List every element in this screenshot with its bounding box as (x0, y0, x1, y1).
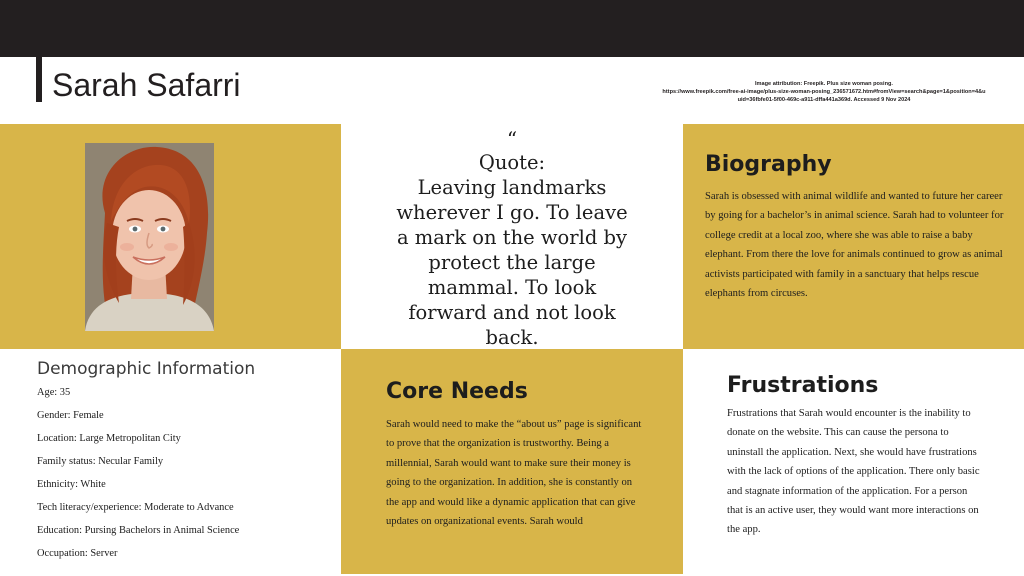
demographic-item: Gender: Female (37, 410, 104, 421)
persona-name: Sarah Safarri (52, 67, 241, 103)
demographics-heading: Demographic Information (37, 359, 256, 379)
frustrations-heading: Frustrations (727, 373, 879, 398)
quote-mark: “ (506, 127, 518, 151)
attribution-line: https://www.freepik.com/free-ai-image/plus-size-woman-posing_236571672.htm#fromView=search&page=1&position=4&u (662, 89, 986, 95)
portrait-illustration (85, 143, 214, 331)
demographic-item: Age: 35 (37, 387, 71, 398)
biography-panel (683, 124, 1024, 349)
demographic-item: Ethnicity: White (37, 479, 106, 490)
persona-photo (85, 143, 214, 331)
top-bar (0, 0, 1024, 57)
demographic-item: Tech literacy/experience: Moderate to Advance (37, 502, 234, 513)
quote (391, 124, 633, 350)
demographic-item: Occupation: Server (37, 548, 118, 559)
core-needs-panel (341, 349, 683, 574)
demographic-item: Location: Large Metropolitan City (37, 433, 181, 444)
frustrations-panel (683, 349, 1024, 576)
demographic-item: Family status: Necular Family (37, 456, 164, 467)
demographics-panel (0, 349, 341, 576)
biography-heading: Biography (705, 152, 832, 177)
attribution-line: uid=36fbfe01-5f00-469c-a911-dffa441a369d. Accessed 9 Nov 2024 (737, 97, 911, 103)
attribution-line: Image attribution: Freepik. Plus size woman posing. (754, 81, 893, 87)
core-needs-text: Sarah would need to make the “about us” page is significant to prove that the organization is trustworthy. Being a millennial, Sarah would want to make sure their money is going to the organization. In addition, she is constantly on the app and would like a dynamic application that can give updates on organizational events. Sarah would (386, 419, 642, 528)
core-needs-heading: Core Needs (386, 379, 528, 404)
image-attribution (628, 80, 1020, 104)
demographics-list (37, 387, 239, 571)
demographic-item: Education: Pursing Bachelors in Animal Science (37, 525, 240, 536)
frustrations-text: Frustrations that Sarah would encounter is the inability to donate on the website. This can cause the persona to uninstall the application. Next, she would have frustrations with the lack of options of the application. There only basic and stagnate information of the application. For a person that is an active user, they would want more interactions on the app. (727, 408, 980, 536)
photo-panel (0, 124, 341, 349)
quote-panel (341, 124, 683, 349)
biography-text: Sarah is obsessed with animal wildlife and wanted to future her career by going for a bachelor’s in animal science. Sarah had to volunteer for college credit at a local zoo, where she was able to raise a baby elephant. From there the love for animals continued to grow as animal activists participated with family in a sanctuary that helps rescue elephants from circuses. (705, 191, 1004, 300)
title-accent-bar (36, 56, 42, 102)
quote-label: Quote: (478, 151, 546, 174)
quote-text: Leaving landmarks wherever I go. To leave a mark on the world by protect the large mammal. To look forward and not look back. (396, 176, 628, 349)
